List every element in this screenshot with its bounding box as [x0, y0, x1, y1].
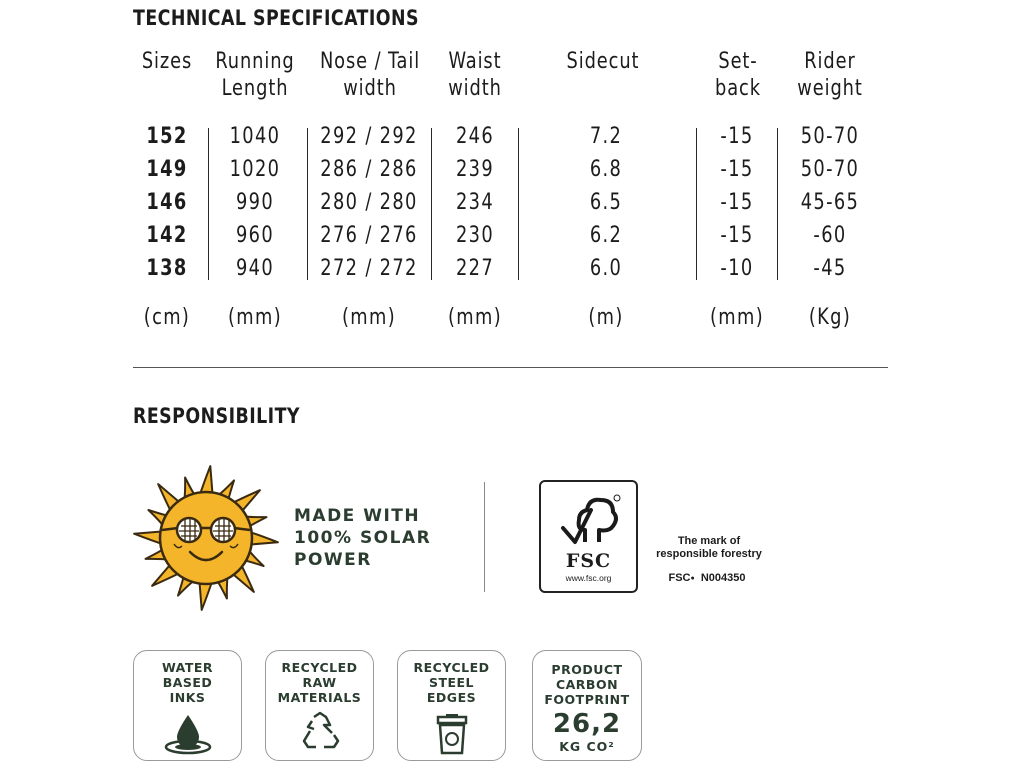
fsc-logo	[539, 480, 638, 593]
column-divider	[307, 128, 308, 280]
recycle-icon	[298, 711, 342, 753]
unit-m: (m)	[588, 305, 624, 330]
cell-running-length: 960	[235, 223, 275, 248]
cell-sidecut: 6.5	[589, 190, 623, 215]
cell-rider-weight: -60	[813, 223, 847, 248]
cell-rider-weight: 50-70	[800, 157, 860, 182]
cell-running-length: 1020	[229, 157, 281, 182]
tree-check-icon	[555, 492, 623, 550]
cell-nose-tail: 280 / 280	[320, 190, 418, 215]
cell-rider-weight: -45	[813, 256, 847, 281]
badge-recycled-raw-materials	[265, 650, 374, 761]
section-divider	[133, 367, 888, 368]
cell-running-length: 1040	[229, 124, 281, 149]
badge-line: MATERIALS	[277, 690, 362, 705]
header-sidecut: Sidecut	[566, 49, 640, 74]
column-divider	[431, 128, 432, 280]
badge-recycled-steel-edges	[397, 650, 506, 761]
solar-line: POWER	[294, 550, 372, 570]
logo-divider	[484, 482, 485, 592]
cell-setback: -15	[720, 157, 754, 182]
header-rider-weight: Rider weight	[797, 49, 863, 101]
cell-sidecut: 6.0	[589, 256, 623, 281]
column-divider	[696, 128, 697, 280]
header-setback: Set- back	[715, 49, 761, 101]
cell-waist: 230	[455, 223, 495, 248]
cell-setback: -15	[720, 223, 754, 248]
solar-power-text	[294, 505, 431, 571]
cell-size: 138	[146, 256, 188, 281]
fsc-code: FSC● N004350	[668, 572, 746, 584]
cell-sidecut: 6.2	[589, 223, 623, 248]
cell-running-length: 940	[235, 256, 275, 281]
fsc-mark-line: responsible forestry	[656, 548, 762, 560]
header-running-length: Running Length	[215, 49, 295, 101]
fsc-mark-line: The mark of	[677, 535, 741, 547]
cell-setback: -15	[720, 124, 754, 149]
fsc-logo-text: FSC	[565, 550, 612, 572]
water-drop-icon	[163, 713, 213, 755]
cell-rider-weight: 45-65	[800, 190, 860, 215]
badge-line: RAW	[302, 675, 337, 690]
badge-line: WATER	[161, 660, 214, 675]
recycle-bin-icon	[432, 713, 472, 755]
unit-mm: (mm)	[341, 305, 396, 330]
cell-size: 152	[146, 124, 188, 149]
header-nose-tail-width: Nose / Tail width	[319, 49, 421, 101]
solar-line: 100% SOLAR	[294, 528, 432, 548]
cell-nose-tail: 286 / 286	[320, 157, 418, 182]
unit-mm: (mm)	[709, 305, 764, 330]
cell-setback: -15	[720, 190, 754, 215]
sun-mascot-icon	[132, 463, 280, 613]
cell-nose-tail: 276 / 276	[320, 223, 418, 248]
cell-waist: 246	[455, 124, 495, 149]
fsc-url: www.fsc.org	[565, 573, 612, 583]
badge-line: PRODUCT	[551, 662, 623, 677]
badge-line: RECYCLED	[281, 660, 358, 675]
cell-sidecut: 7.2	[589, 124, 623, 149]
cell-waist: 227	[455, 256, 495, 281]
column-divider	[518, 128, 519, 280]
cell-waist: 234	[455, 190, 495, 215]
unit-kg: (Kg)	[808, 305, 852, 330]
badge-line: EDGES	[426, 690, 477, 705]
fsc-mark-text	[645, 535, 773, 561]
fsc-code-prefix: FSC	[668, 572, 691, 584]
column-divider	[777, 128, 778, 280]
unit-mm: (mm)	[227, 305, 282, 330]
cell-size: 146	[146, 190, 188, 215]
carbon-value: 26,2	[552, 709, 622, 739]
badge-line: INKS	[169, 690, 206, 705]
responsibility-title: RESPONSIBILITY	[133, 404, 300, 428]
solar-line: MADE WITH	[294, 506, 421, 526]
badge-water-based-inks	[133, 650, 242, 761]
cell-waist: 239	[455, 157, 495, 182]
cell-nose-tail: 292 / 292	[320, 124, 418, 149]
cell-size: 149	[146, 157, 188, 182]
column-divider	[208, 128, 209, 280]
badge-line: FOOTPRINT	[544, 692, 630, 707]
cell-sidecut: 6.8	[589, 157, 623, 182]
header-waist-width: Waist width	[448, 49, 502, 101]
cell-size: 142	[146, 223, 188, 248]
cell-running-length: 990	[235, 190, 275, 215]
cell-nose-tail: 272 / 272	[320, 256, 418, 281]
unit-cm: (cm)	[143, 305, 191, 330]
badge-line: CARBON	[555, 677, 619, 692]
badge-line: BASED	[162, 675, 213, 690]
badge-line: STEEL	[428, 675, 475, 690]
badge-line: RECYCLED	[413, 660, 490, 675]
header-sizes: Sizes	[141, 49, 193, 74]
unit-mm: (mm)	[447, 305, 502, 330]
cell-rider-weight: 50-70	[800, 124, 860, 149]
fsc-code-number: N004350	[700, 572, 746, 584]
carbon-unit: KG CO²	[559, 739, 615, 754]
specs-title: TECHNICAL SPECIFICATIONS	[133, 6, 419, 30]
cell-setback: -10	[720, 256, 754, 281]
badge-carbon-footprint	[532, 650, 642, 761]
